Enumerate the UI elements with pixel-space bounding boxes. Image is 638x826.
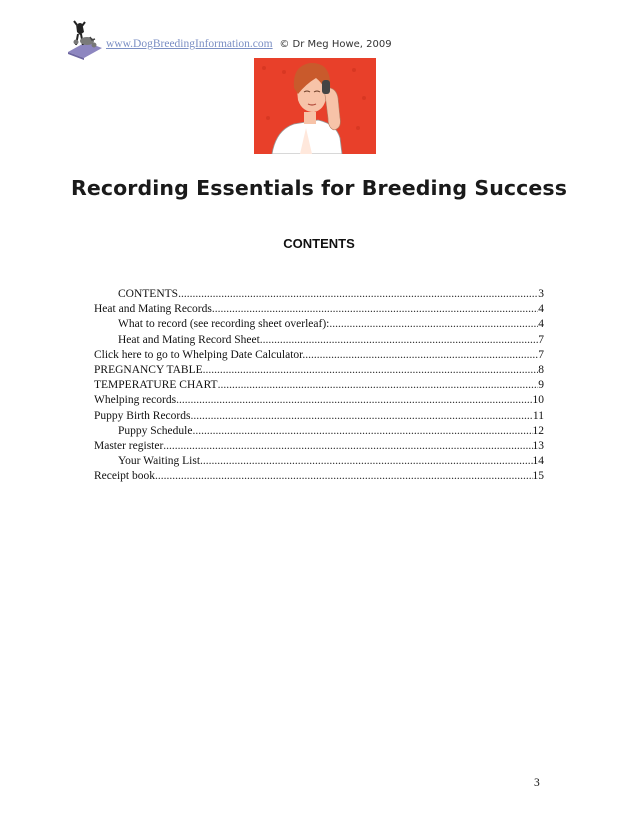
toc-entry-title: TEMPERATURE CHART bbox=[94, 379, 218, 392]
toc-entry-page: 13 bbox=[532, 439, 544, 452]
toc-entry-title: PREGNANCY TABLE bbox=[94, 363, 203, 376]
toc-entry-page: 9 bbox=[538, 379, 544, 392]
copyright-notice: © Dr Meg Howe, 2009 bbox=[279, 39, 392, 50]
toc-entry[interactable] bbox=[94, 469, 544, 484]
toc-entry-page: 4 bbox=[538, 318, 544, 331]
toc-entry-page: 12 bbox=[532, 424, 544, 437]
document-title: Recording Essentials for Breeding Success bbox=[70, 176, 568, 200]
website-link[interactable]: www.DogBreedingInformation.com bbox=[106, 38, 273, 50]
toc-entry[interactable] bbox=[94, 333, 544, 348]
dog-breeding-logo-icon bbox=[66, 18, 104, 60]
toc-entry[interactable] bbox=[94, 454, 544, 469]
toc-entry[interactable] bbox=[94, 363, 544, 378]
toc-entry-title: CONTENTS bbox=[118, 288, 179, 300]
table-of-contents bbox=[94, 287, 544, 484]
toc-entry-page: 11 bbox=[532, 409, 544, 422]
toc-entry-page: 10 bbox=[532, 394, 544, 407]
toc-entry-page: 7 bbox=[538, 348, 544, 361]
toc-dot-leader bbox=[155, 469, 533, 484]
toc-dot-leader bbox=[203, 363, 539, 378]
toc-entry-page: 8 bbox=[538, 363, 544, 376]
toc-entry-title: Heat and Mating Records bbox=[94, 303, 212, 316]
toc-entry[interactable] bbox=[94, 348, 544, 363]
toc-entry-page: 3 bbox=[538, 288, 544, 300]
toc-entry[interactable] bbox=[94, 287, 544, 302]
header-line bbox=[106, 38, 392, 50]
toc-dot-leader bbox=[218, 378, 539, 393]
toc-dot-leader bbox=[176, 393, 532, 408]
toc-entry[interactable] bbox=[94, 378, 544, 393]
toc-entry-title: Puppy Birth Records bbox=[94, 409, 191, 422]
toc-entry-title: Puppy Schedule bbox=[118, 424, 193, 437]
toc-dot-leader bbox=[200, 454, 532, 469]
toc-dot-leader bbox=[212, 302, 538, 317]
toc-entry[interactable] bbox=[94, 409, 544, 424]
toc-entry[interactable] bbox=[94, 439, 544, 454]
toc-entry-page: 4 bbox=[538, 303, 544, 316]
toc-dot-leader bbox=[305, 348, 538, 363]
toc-entry[interactable] bbox=[94, 317, 544, 332]
toc-dot-leader bbox=[260, 333, 538, 348]
toc-entry-title: Heat and Mating Record Sheet bbox=[118, 333, 260, 346]
toc-entry-title: Master register bbox=[94, 439, 164, 452]
toc-dot-leader bbox=[192, 424, 532, 439]
toc-entry-title: Click here to go to Whelping Date Calculator. bbox=[94, 348, 306, 361]
contents-heading: CONTENTS bbox=[283, 236, 355, 251]
toc-entry-title: Whelping records bbox=[94, 394, 177, 407]
toc-entry-title: What to record (see recording sheet overleaf): bbox=[118, 318, 330, 331]
toc-entry-title: Your Waiting List bbox=[118, 455, 201, 468]
woman-on-phone-illustration bbox=[254, 58, 376, 154]
toc-dot-leader bbox=[190, 409, 532, 424]
toc-entry[interactable] bbox=[94, 424, 544, 439]
toc-dot-leader bbox=[329, 317, 538, 332]
toc-entry-title: Receipt book bbox=[94, 470, 155, 483]
toc-entry[interactable] bbox=[94, 302, 544, 317]
toc-entry-page: 14 bbox=[532, 455, 544, 468]
toc-entry-page: 7 bbox=[538, 333, 544, 346]
toc-dot-leader bbox=[163, 439, 532, 454]
toc-dot-leader bbox=[178, 287, 538, 302]
toc-entry[interactable] bbox=[94, 393, 544, 408]
page-number: 3 bbox=[534, 777, 540, 789]
toc-entry-page: 15 bbox=[532, 470, 544, 483]
